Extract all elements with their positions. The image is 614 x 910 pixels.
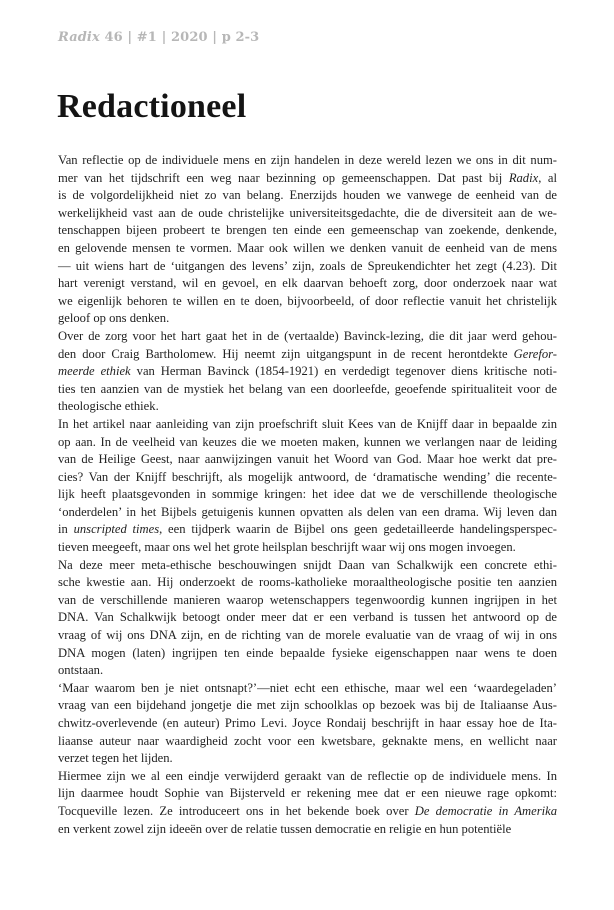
text-run: ‘onderdelen’ in het Bijbels getuigenis kunnen opvatten als delen van een drama. Wij leven dan <box>58 504 557 519</box>
text-run: DNA. Van Schalkwijk betoogt onder meer dat er een verband is tussen het antwoord op de <box>58 610 557 625</box>
text-line <box>58 469 557 487</box>
text-run: in <box>58 522 74 537</box>
text-line <box>58 803 557 821</box>
text-run: Van reflectie op de individuele mens en zijn handelen in deze wereld lezen we ons in dit num- <box>58 153 557 167</box>
text-run: verzet tegen het lijden. <box>58 751 173 766</box>
text-line <box>58 539 557 557</box>
paragraph <box>58 680 557 768</box>
running-head <box>58 30 259 45</box>
text-run: van Herman Bavinck (1854-1921) en verdedigt tegenover diens kritische noti- <box>130 364 558 379</box>
text-line <box>58 170 557 188</box>
text-line <box>58 785 557 803</box>
text-line <box>58 152 557 170</box>
text-run: , al <box>538 170 558 185</box>
paragraph <box>58 768 557 838</box>
text-line <box>58 293 557 311</box>
text-run: mer van het tijdschrift een weg naar bezinning op gemeenschappen. Dat past bij <box>58 170 509 185</box>
text-run: vraag van een bijdehand jongetje die met zijn schoolklas op bezoek was bij de Italiaanse Aus- <box>58 698 557 713</box>
text-run: theologische ethiek. <box>58 399 159 414</box>
text-run: tenschappen bijeen probeert te brengen ten einde een gemeenschap van zoekende, denkende, <box>58 223 557 238</box>
text-run: ontstaan. <box>58 663 104 678</box>
text-line <box>58 521 557 539</box>
text-line <box>58 733 557 751</box>
journal-name: Radix <box>58 30 100 45</box>
text-line <box>58 451 557 469</box>
text-run: den door Craig Bartholomew. Hij neemt zijn uitgangspunt in de recent herontdekte <box>58 346 514 361</box>
text-run: Tocqueville lezen. Ze introduceert ons in het bekende boek over <box>58 803 415 818</box>
text-line <box>58 434 557 452</box>
text-run: ‘Maar waarom ben je niet ontsnapt?’—niet echt een ethische, maar wel een ‘waardegeladen’ <box>58 680 557 695</box>
text-line <box>58 662 557 680</box>
text-run: werkelijkheid vast aan de oude christelijke universiteitsgedachte, die de diversiteit aan de we- <box>58 205 557 220</box>
text-line <box>58 627 557 645</box>
text-run: ties ten aanzien van de mystiek het belang van een doorleefde, geoefende spiritualiteit voor de <box>58 381 557 396</box>
text-run: we eigenlijk behoren te willen en te doen, bijvoorbeeld, of door reflectie vanuit het christelijk <box>58 293 557 308</box>
issue-info: 46 | #1 | 2020 | p 2-3 <box>99 30 260 45</box>
text-run: van de Heilige Geest, naar aanwijzingen vanuit het Woord van God. Maar hoe werkt dat pre- <box>58 452 557 467</box>
text-line <box>58 222 557 240</box>
text-line <box>58 416 557 434</box>
text-run: chwitz-overlevende (en auteur) Primo Levi. Joyce Rondaij beschrijft in haar essay hoe de Ita- <box>58 716 557 730</box>
text-line <box>58 821 557 839</box>
text-run: tieven meegeeft, maar ons wel het grote heilsplan beschrijft waar wij ons mogen invoegen. <box>58 540 516 555</box>
text-run: op aan. In de veelheid van keuzes die we moeten maken, kunnen we verlangen naar de leiding <box>58 434 557 449</box>
text-line <box>58 645 557 663</box>
paragraph <box>58 416 557 557</box>
article-body <box>58 152 557 838</box>
text-line <box>58 205 557 223</box>
text-line <box>58 750 557 768</box>
text-line <box>58 504 557 522</box>
text-run: hart verenigt verstand, wil en gevoel, en elk daarvan behoeft zorg, door onderzoek naar wat <box>58 276 557 291</box>
paragraph <box>58 557 557 680</box>
text-run: en verkent zowel zijn ideeën over de relatie tussen democratie en religie en hun potentiële <box>58 821 512 836</box>
text-line <box>58 187 557 205</box>
text-run: cies? Van der Knijff beschrijft, als mogelijk antwoord, de ‘dramatische wending’ die recente- <box>58 469 557 484</box>
text-line <box>58 486 557 504</box>
text-run: DNA mogen (laten) ingrijpen ten einde bepaalde fysieke eigenschappen naar wens te doen <box>58 645 557 660</box>
text-line <box>58 609 557 627</box>
text-line <box>58 346 557 364</box>
text-run: — uit wiens hart de ‘uitgangen des levens’ zijn, zoals de Spreukendichter het zegt (4.23). Dit <box>58 258 557 273</box>
italic-text: Gerefor- <box>513 346 557 361</box>
text-line <box>58 328 557 346</box>
text-run: geloof op ons denken. <box>58 311 170 326</box>
text-run: is de volgordelijkheid niet zo van belang. Enerzijds houden we vanwege de eenheid van de <box>58 188 557 203</box>
paragraph <box>58 152 557 328</box>
text-run: , een tijdperk waarin de Bijbel ons geen gedetailleerde handelingsperspec- <box>159 522 557 537</box>
text-run: van de verschillende manieren waarop wetenschappers tegenwoordig kunnen ingrijpen in het <box>58 592 557 607</box>
text-line <box>58 398 557 416</box>
text-line <box>58 680 557 698</box>
text-line <box>58 275 557 293</box>
text-line <box>58 768 557 786</box>
text-run: liaanse auteur naar waardigheid zocht voor een kwetsbare, geknakte mens, en wellicht naar <box>58 733 557 748</box>
text-line <box>58 557 557 575</box>
text-run: Over de zorg voor het hart gaat het in de (vertaalde) Bavinck-lezing, die dit jaar werd gehou- <box>58 328 557 343</box>
text-line <box>58 363 557 381</box>
page-title: Redactioneel <box>57 88 247 125</box>
italic-text: unscripted times <box>73 522 160 537</box>
text-run: Hiermee zijn we al een eindje verwijderd geraakt van de reflectie op de individuele mens. In <box>58 768 557 783</box>
text-run: lijk heeft plaatsgevonden in sommige kringen: het idee dat we de verschillende theologische <box>58 487 557 502</box>
text-line <box>58 574 557 592</box>
text-line <box>58 697 557 715</box>
text-line <box>58 592 557 610</box>
text-run: vraag of wij ons DNA zijn, en de richting van de morele evaluatie van de vraag of wij in ons <box>58 628 557 643</box>
text-line <box>58 258 557 276</box>
italic-text: Radix <box>508 170 539 185</box>
text-line <box>58 240 557 258</box>
paragraph <box>58 328 557 416</box>
italic-text: meerde ethiek <box>58 364 131 379</box>
text-run: Na deze meer meta-ethische beschouwingen snijdt Daan van Schalkwijk een concrete ethi- <box>58 557 557 572</box>
text-line <box>58 310 557 328</box>
text-run: en gelovende mensen te vormen. Maar ook willen we denken vanuit de eenheid van de mens <box>58 240 557 255</box>
text-run: In het artikel naar aanleiding van zijn proefschrift sluit Kees van de Knijff daar in bepaalde zin <box>58 416 557 431</box>
italic-text: De democratie in Amerika <box>414 803 558 818</box>
text-line <box>58 715 557 733</box>
text-run: lijn daarmee houdt Sophie van Bijsterveld er rekening mee dat er een nieuwe rage opkomt: <box>58 786 557 801</box>
text-line <box>58 381 557 399</box>
text-run: sche kwestie aan. Hij onderzoekt de rooms-katholieke moraaltheologische positie ten aanzien <box>58 575 557 590</box>
